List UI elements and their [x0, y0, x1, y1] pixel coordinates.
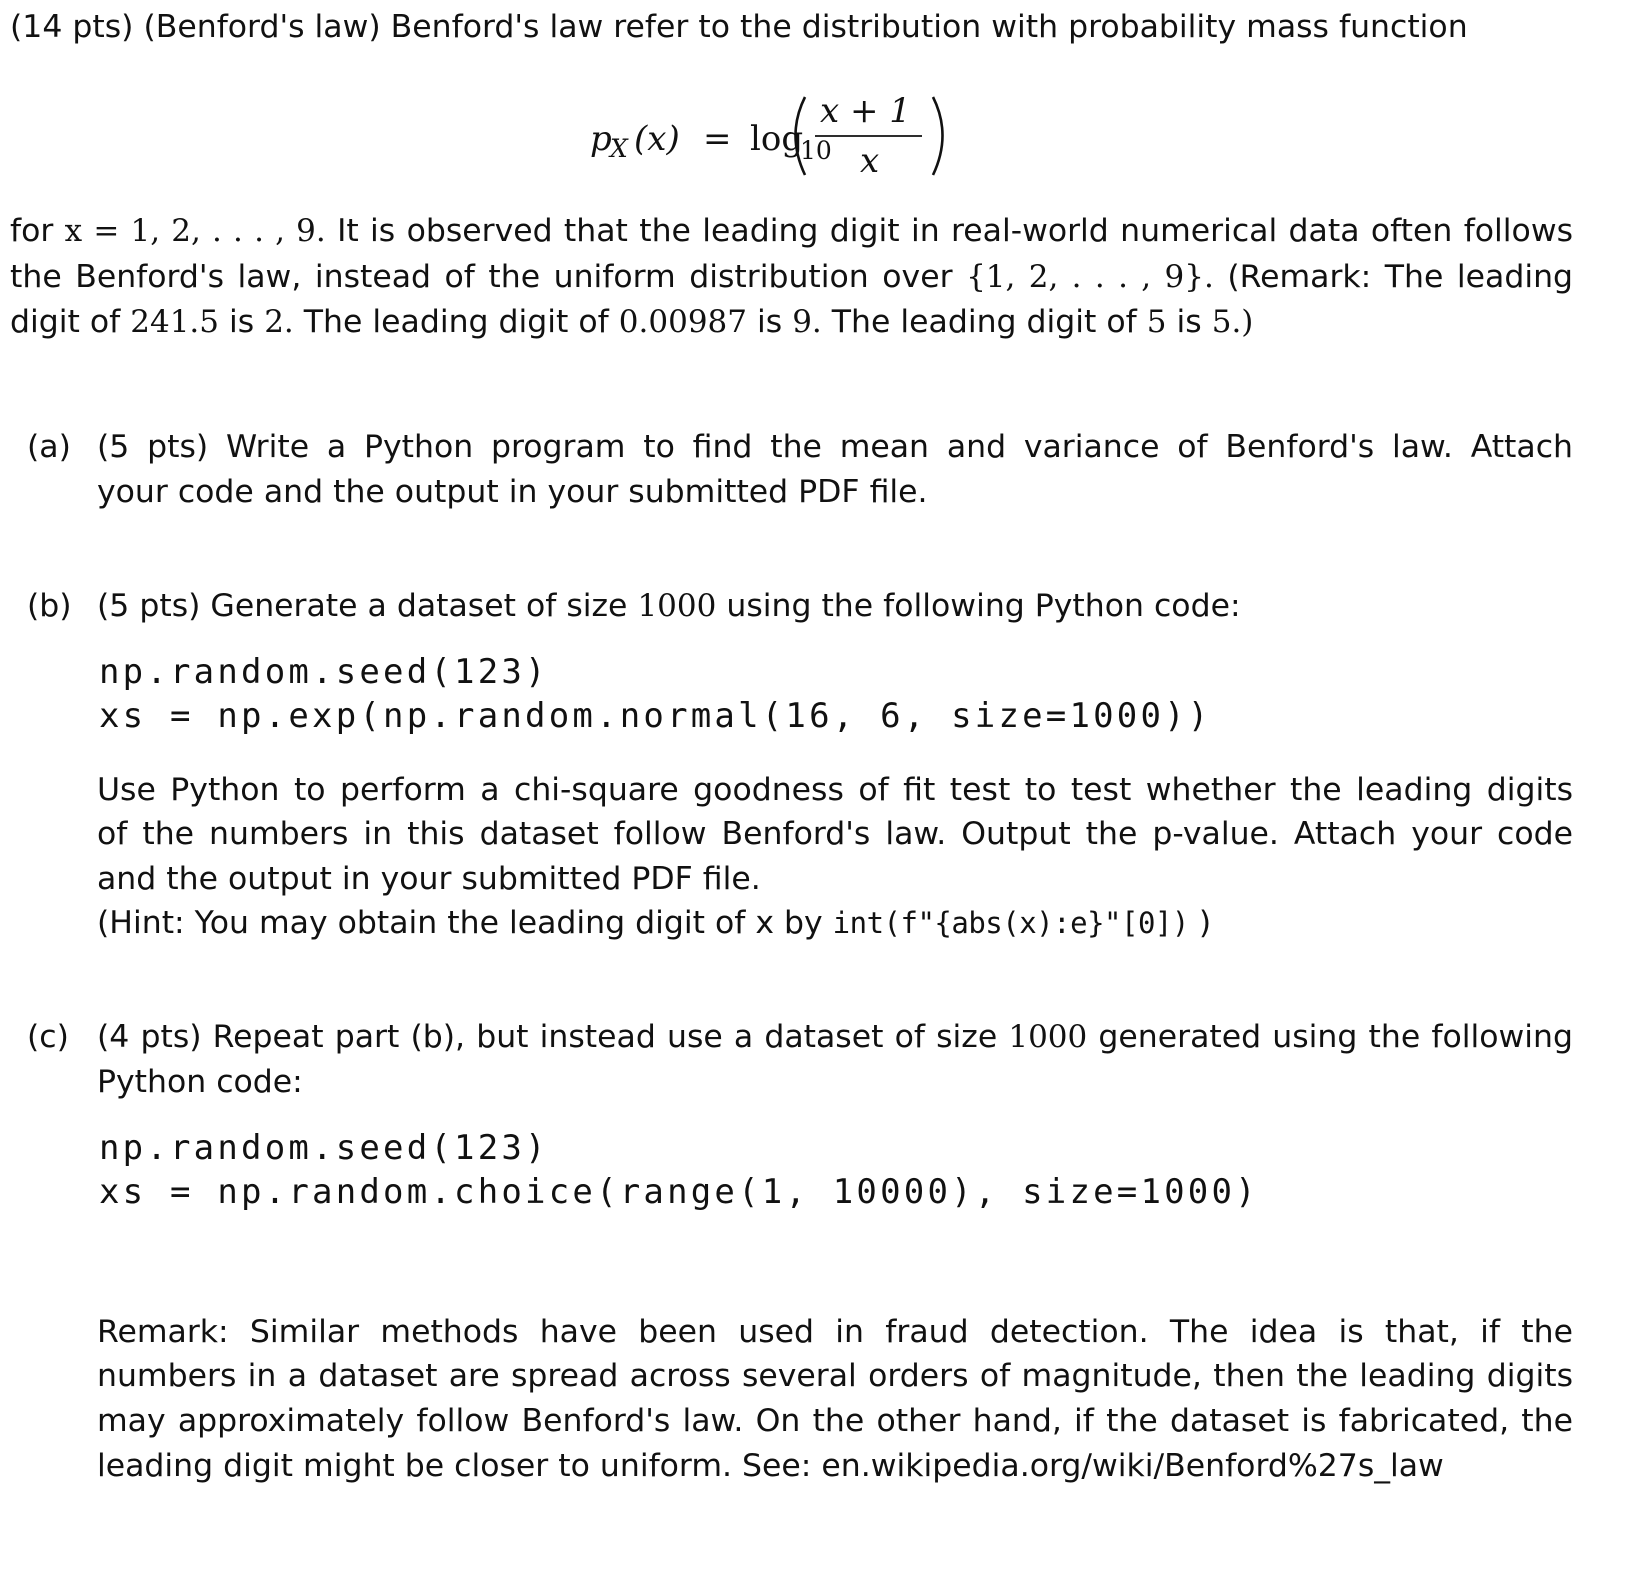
problem-intro-text: Benford's law refer to the distribution with probability mass function	[390, 9, 1468, 45]
part-a-label: (a)	[27, 429, 71, 465]
formula-lhs-argument: (x)	[634, 119, 680, 159]
part-c-dataset-size: 1000	[1008, 1019, 1088, 1055]
remark-line-1: Remark: Similar methods have been used in fraud detection. The idea is that, if the	[97, 1314, 1573, 1350]
problem-title: (Benford's law)	[143, 9, 381, 45]
intro-line-3: digit of 241.5 is 2. The leading digit of 0.00987 is 9. The leading digit of 5 is 5.)	[10, 304, 1254, 340]
part-b-text-line-3: and the output in your submitted PDF file.	[97, 861, 761, 897]
part-a-line-2: your code and the output in your submitted PDF file.	[97, 474, 928, 510]
problem-points: (14 pts)	[10, 9, 134, 45]
formula-log-base: 10	[800, 136, 832, 165]
intro-line-2: the Benford's law, instead of the uniform distribution over {1, 2, . . . , 9}. (Remark: The leading	[10, 259, 1574, 295]
remark-line-2: numbers in a dataset are spread across several orders of magnitude, then the leading digits	[97, 1358, 1573, 1394]
part-b-code-line-1: np.random.seed(123)	[99, 652, 549, 692]
part-b-label: (b)	[27, 588, 72, 624]
formula-numerator: x + 1	[820, 91, 911, 131]
formula-paren-group	[590, 92, 1010, 192]
formula-left-paren	[796, 97, 806, 175]
part-a-line-1: (5 pts) Write a Python program to find the mean and variance of Benford's law. Attach	[97, 429, 1573, 465]
part-c-line-2: Python code:	[97, 1064, 303, 1100]
formula-equals: =	[703, 119, 732, 159]
part-b-hint-code: int(f"{abs(x):e}"[0])	[832, 906, 1189, 940]
formula-denominator: x	[860, 141, 880, 181]
remark-line-3: may approximately follow Benford's law. On the other hand, if the dataset is fabricated, the	[97, 1403, 1573, 1439]
part-b-text-line-1: Use Python to perform a chi-square goodness of fit test to test whether the leading digits	[97, 772, 1573, 808]
intro-domain-math: x = 1, 2, . . . , 9.	[64, 213, 326, 249]
pmf-formula	[590, 92, 1010, 192]
intro-line-1: for x = 1, 2, . . . , 9. It is observed that the leading digit in real-world numerical data often follows	[10, 213, 1574, 249]
intro-set-math: {1, 2, . . . , 9}.	[966, 259, 1214, 295]
part-b-code-line-2: xs = np.exp(np.random.normal(16, 6, size=1000))	[99, 696, 1212, 736]
part-c-code-line-2: xs = np.random.choice(range(1, 10000), size=1000)	[99, 1172, 1259, 1212]
part-b-dataset-size: 1000	[637, 588, 717, 624]
part-b-text-line-2: of the numbers in this dataset follow Benford's law. Output the p-value. Attach your code	[97, 816, 1573, 852]
formula-right-paren	[933, 97, 943, 175]
part-b-hint: (Hint: You may obtain the leading digit of x by int(f"{abs(x):e}"[0]) )	[97, 905, 1212, 941]
part-b-line-1: (5 pts) Generate a dataset of size 1000 using the following Python code:	[97, 588, 1241, 624]
remark-line-4: leading digit might be closer to uniform. See: en.wikipedia.org/wiki/Benford%27s_law	[97, 1448, 1444, 1484]
problem-header	[10, 9, 1468, 45]
formula-log: log	[750, 119, 804, 159]
part-c-line-1: (4 pts) Repeat part (b), but instead use a dataset of size 1000 generated using the following	[97, 1019, 1573, 1055]
formula-lhs: p	[590, 119, 612, 159]
part-c-label: (c)	[27, 1019, 69, 1055]
part-c-code-line-1: np.random.seed(123)	[99, 1128, 549, 1168]
formula-lhs-subscript: X	[610, 134, 628, 163]
